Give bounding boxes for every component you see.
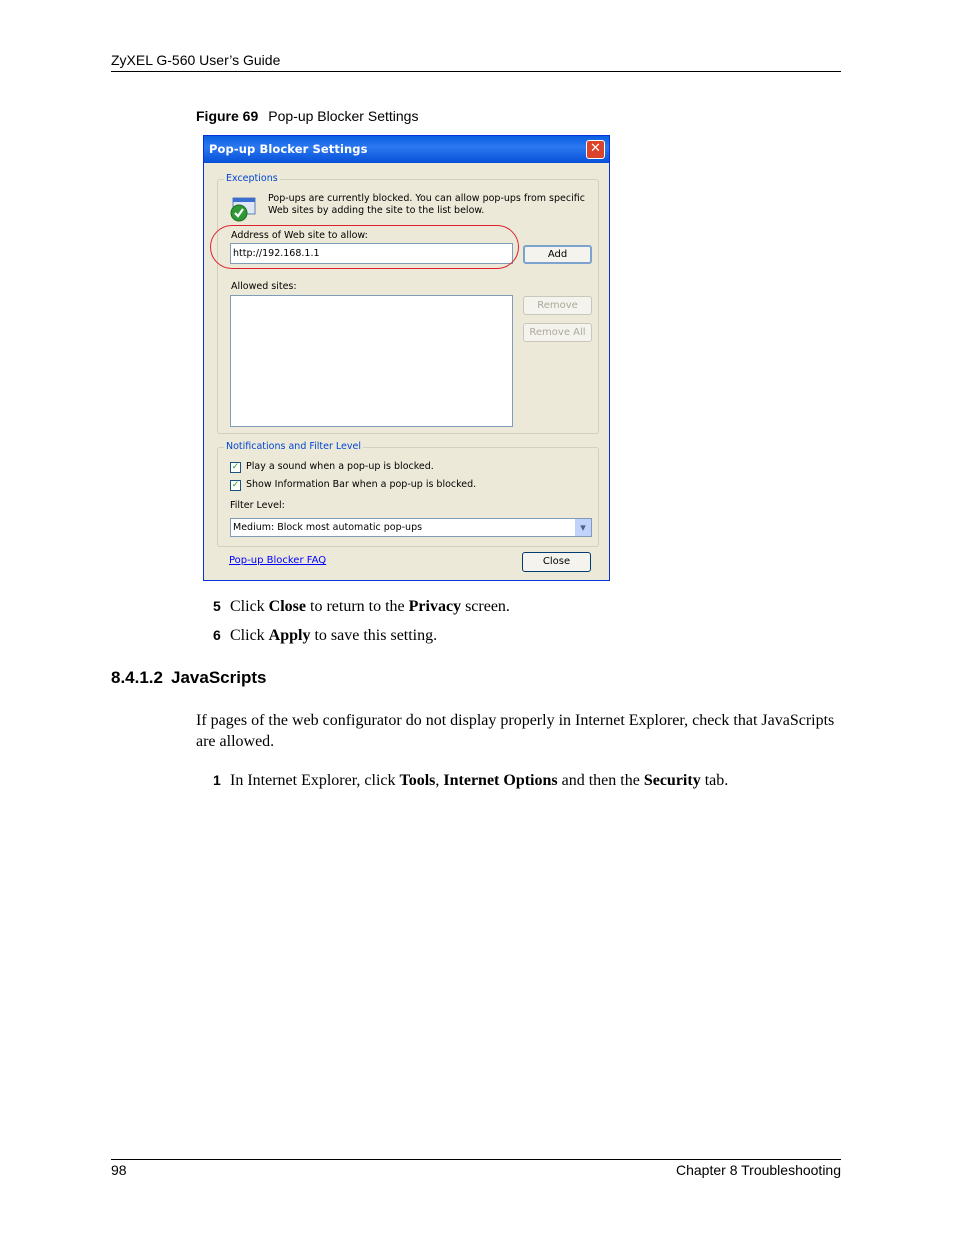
header-rule [111,71,841,72]
page-number: 98 [111,1162,127,1178]
step-bold: Privacy [408,598,462,615]
play-sound-checkbox[interactable]: ✓ [231,462,240,472]
step-text: screen. [461,598,510,615]
step-bold: Security [643,772,701,789]
step-5 [213,598,510,616]
notifications-label: Notifications and Filter Level [226,441,361,452]
popup-blocker-dialog [203,135,610,581]
step-text: to return to the [306,598,409,615]
play-sound-label: Play a sound when a pop-up is blocked. [246,461,434,472]
step-1 [213,772,728,790]
section-heading [111,668,266,688]
filter-level-select[interactable] [230,518,592,537]
step-text: Click [230,627,269,644]
highlight-circle [210,225,519,269]
show-infobar-label: Show Information Bar when a pop-up is blocked. [246,479,477,490]
remove-all-button[interactable]: Remove All [523,323,592,342]
chapter-title: Chapter 8 Troubleshooting [676,1162,841,1178]
allowed-sites-label: Allowed sites: [231,281,297,292]
chevron-down-icon[interactable]: ▾ [575,519,591,536]
figure-title: Pop-up Blocker Settings [268,108,419,124]
allowed-sites-list[interactable] [230,295,513,427]
info-line-1: Pop-ups are currently blocked. You can allow pop-ups from specific [268,193,585,204]
step-bold: Close [268,598,306,615]
close-icon[interactable]: ✕ [586,140,605,159]
dialog-title: Pop-up Blocker Settings [209,142,368,156]
step-text: to save this setting. [310,627,438,644]
step-text: , [435,772,444,789]
footer-rule [111,1159,841,1160]
figure-label: Figure 69 [196,108,259,124]
close-button[interactable]: Close [522,552,591,572]
step-bold: Apply [268,627,311,644]
exceptions-label: Exceptions [226,173,278,184]
step-text: Click [230,598,269,615]
step-bold: Internet Options [443,772,558,789]
section-number: 8.4.1.2 [111,668,163,687]
step-number: 1 [213,772,221,788]
step-bold: Tools [399,772,436,789]
running-header: ZyXEL G-560 User’s Guide [111,52,281,68]
popup-blocker-faq-link[interactable]: Pop-up Blocker FAQ [229,555,327,566]
step-text: and then the [557,772,644,789]
shield-check-icon [229,196,257,222]
step-text: tab. [700,772,729,789]
info-line-2: Web sites by adding the site to the list below. [268,205,485,216]
remove-button[interactable]: Remove [523,296,592,315]
body-paragraph: If pages of the web configurator do not display properly in Internet Explorer, check that JavaScripts are allowed. [196,712,835,750]
step-number: 6 [213,627,221,643]
figure-caption [196,108,418,124]
notifications-group [217,441,599,547]
filter-level-value: Medium: Block most automatic pop-ups [233,522,423,533]
address-label: Address of Web site to allow: [231,230,368,241]
step-number: 5 [213,598,221,614]
filter-level-label: Filter Level: [230,500,285,511]
exceptions-group [217,173,599,434]
dialog-titlebar [204,136,609,163]
step-text: In Internet Explorer, click [230,772,400,789]
add-button[interactable]: Add [523,245,592,264]
show-infobar-checkbox[interactable]: ✓ [231,480,240,490]
step-6 [213,627,437,645]
address-value: http://192.168.1.1 [233,248,320,259]
section-title: JavaScripts [171,668,267,687]
